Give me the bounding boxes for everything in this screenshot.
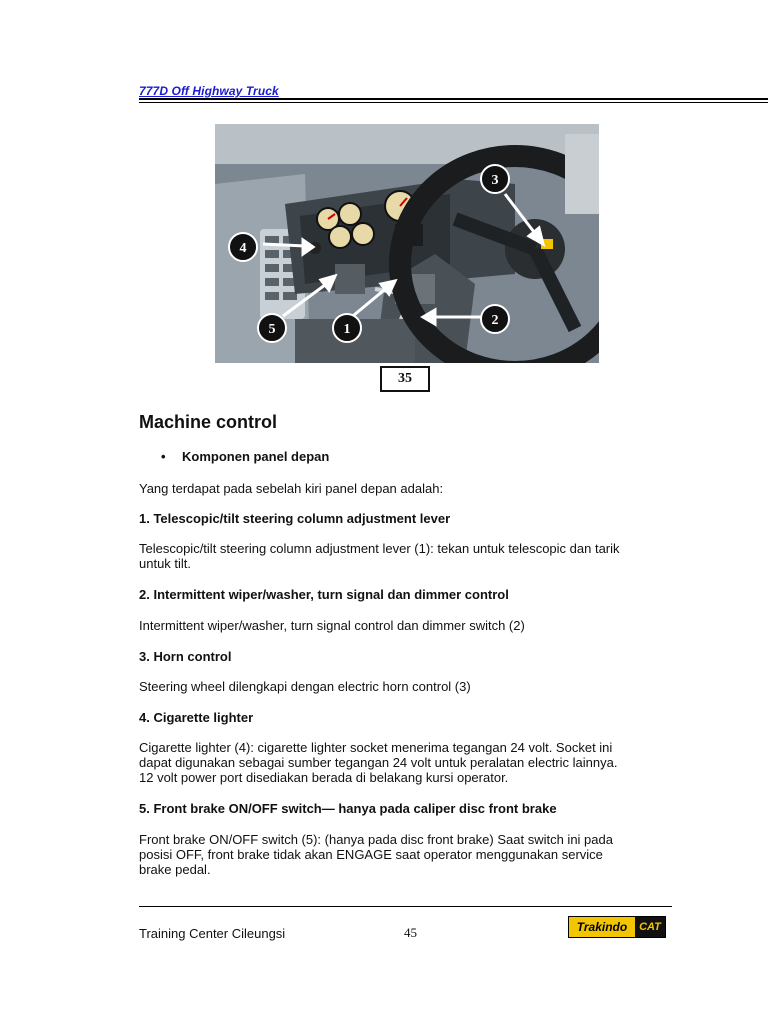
callout-5: 5 — [268, 322, 276, 337]
bullet-icon: • — [161, 449, 166, 464]
section-title: Machine control — [139, 412, 278, 432]
page-number: 45 — [404, 925, 417, 940]
dashboard-illustration — [215, 124, 599, 363]
item-heading-4: 4. Cigarette lighter — [139, 710, 254, 725]
body-line: 12 volt power port disediakan berada di belakang kursi operator. — [139, 770, 509, 785]
body-line: Steering wheel dilengkapi dengan electric horn control (3) — [139, 679, 471, 694]
body-line: posisi OFF, front brake tidak akan ENGAGE saat operator menggunakan service — [139, 847, 603, 862]
callout-4: 4 — [239, 241, 247, 256]
body-line: Cigarette lighter (4): cigarette lighter socket menerima tegangan 24 volt. Socket ini — [139, 740, 613, 755]
brand-text: Trakindo — [569, 917, 635, 937]
item-heading-5: 5. Front brake ON/OFF switch— hanya pada caliper disc front brake — [139, 801, 557, 816]
body-line: dapat digunakan sebagai sumber tegangan 24 volt untuk peralatan electric lainnya. — [139, 755, 618, 770]
intro-paragraph: Yang terdapat pada sebelah kiri panel depan adalah: — [139, 481, 444, 496]
item-body-1 — [139, 541, 679, 571]
item-heading-2: 2. Intermittent wiper/washer, turn signal dan dimmer control — [139, 587, 509, 602]
item-body-3 — [139, 679, 679, 694]
body-line: brake pedal. — [139, 862, 211, 877]
bullet-text: Komponen panel depan — [182, 449, 330, 464]
dashboard-photo — [215, 124, 599, 363]
item-body-4 — [139, 740, 679, 785]
footer-rule — [139, 906, 672, 907]
item-body-2 — [139, 618, 679, 633]
header-rule-thin — [139, 102, 768, 103]
item-heading-1: 1. Telescopic/tilt steering column adjustment lever — [139, 511, 451, 526]
bullet-item — [161, 449, 329, 464]
trakindo-cat-logo — [568, 916, 666, 938]
callout-2: 2 — [491, 313, 499, 328]
body-line: Intermittent wiper/washer, turn signal control dan dimmer switch (2) — [139, 618, 525, 633]
body-line: Front brake ON/OFF switch (5): (hanya pada disc front brake) Saat switch ini pada — [139, 832, 613, 847]
callout-3: 3 — [491, 173, 499, 188]
header-rule — [139, 98, 768, 100]
item-heading-3: 3. Horn control — [139, 649, 232, 664]
body-line: Telescopic/tilt steering column adjustment lever (1): tekan untuk telescopic dan tarik — [139, 541, 620, 556]
callout-1: 1 — [343, 322, 351, 337]
item-body-5 — [139, 832, 679, 877]
footer-training-center: Training Center Cileungsi — [139, 926, 286, 941]
document-header-title: 777D Off Highway Truck — [139, 84, 279, 98]
cat-logo-icon: CAT — [635, 917, 665, 937]
body-line: untuk tilt. — [139, 556, 192, 571]
figure-number: 35 — [380, 366, 430, 392]
